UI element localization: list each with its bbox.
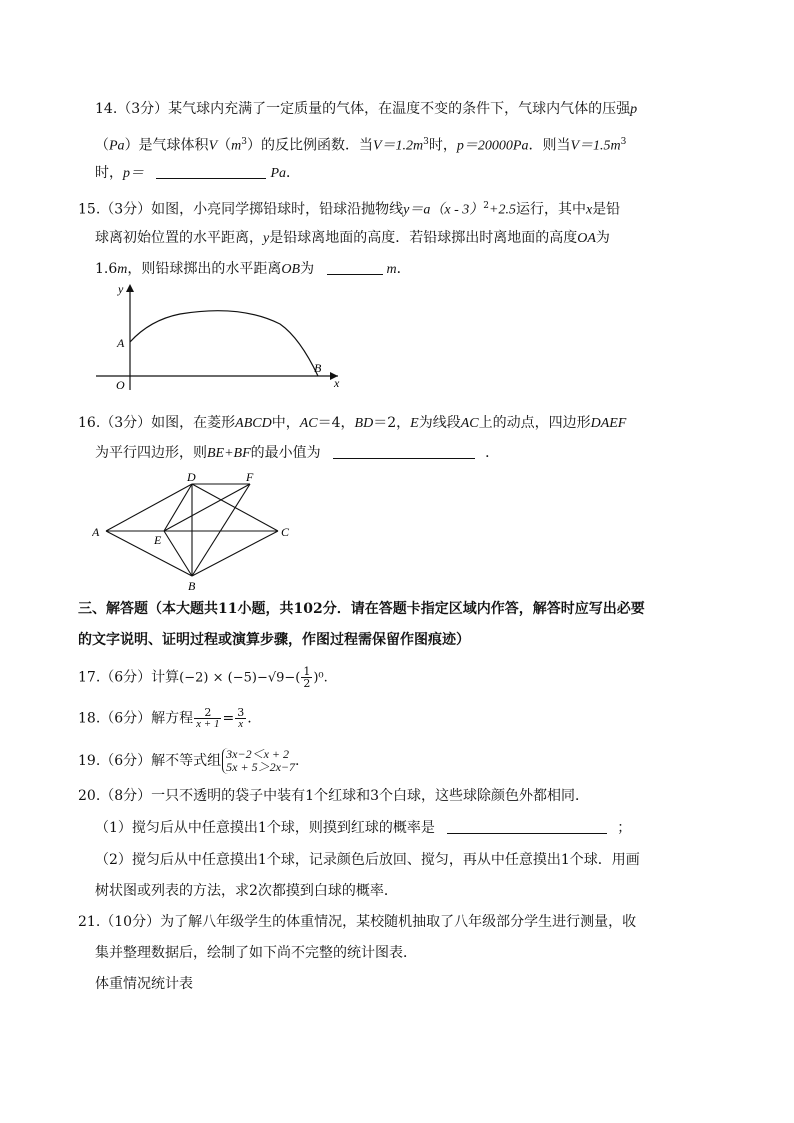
q18 (78, 707, 252, 730)
segment-ef (164, 484, 250, 531)
q20-part-2: （2）搅匀后从中任意摸出1个球，记录颜色后放回、搅匀，再从中任意摸出1个球．用画 (95, 852, 640, 868)
q15-answer-blank[interactable] (327, 260, 383, 275)
q19 (78, 748, 299, 774)
q16-answer-blank[interactable] (333, 444, 475, 459)
q15-text: 是铅球离地面的高度．若铅球掷出时离地面的高度 (269, 230, 578, 246)
q14-unit-pa: Pa (270, 166, 287, 181)
q15-var-x: x (585, 202, 593, 218)
q15-text: 是铅 (592, 201, 621, 218)
q18-num-left: 2 (194, 707, 221, 719)
q14-eq-v1: V＝1.2 (372, 138, 414, 154)
q21-line-1 (78, 912, 636, 932)
point-b-label: B (314, 361, 322, 375)
q16-line-2 (95, 443, 499, 464)
q15-text: 球离初始位置的水平距离， (95, 230, 263, 246)
q15-text: ，则铅球掷出的水平距离 (127, 261, 282, 277)
q16-value: ＝2， (373, 415, 411, 431)
q20-answer-blank[interactable] (447, 819, 607, 834)
q17-frac-num: 1 (303, 665, 311, 678)
q17-frac-den: 2 (303, 677, 311, 690)
q14-exp: 3 (423, 137, 429, 147)
q16-rhombus: ABCD (235, 416, 272, 431)
parabola-curve (130, 311, 318, 376)
q20-number: 20.（8分） (78, 788, 152, 804)
q14-var-p: p (630, 102, 638, 117)
q14-text: 时， (428, 137, 457, 154)
q15-formula: y＝a（x - 3） (403, 202, 484, 218)
section-3-heading-line-2: 的文字说明、证明过程或演算步骤，作图过程需保留作图痕迹） (78, 632, 470, 648)
q19-inequality-2: 5x + 5＞2x−7 (226, 760, 296, 774)
label-a: A (92, 525, 100, 539)
q19-end: . (295, 753, 300, 769)
q14-eq-p2: p＝ (123, 166, 144, 181)
q15-text: 运行，其中 (515, 201, 586, 218)
q16-seg-bd: BD (354, 416, 374, 431)
q14-exp: 3 (620, 137, 627, 147)
q14-unit-pa: Pa (109, 138, 125, 154)
q18-den-right: x (238, 718, 244, 730)
q15-text: 为 (300, 261, 315, 277)
q15-unit-m: m (386, 262, 397, 277)
q20-part-1-text: （1）搅匀后从中任意摸出1个球，则摸到红球的概率是 (95, 820, 435, 836)
q17-number: 17.（6分） (78, 669, 152, 686)
q16-tail: ． (485, 445, 500, 461)
q18-fraction-right (235, 707, 246, 730)
q16-text: 上的动点，四边形 (478, 415, 591, 431)
q18-den-left: x + 1 (196, 718, 220, 730)
side-ad (106, 484, 192, 531)
q14-text: ．则当 (528, 137, 571, 154)
q15-formula-tail: +2.5 (489, 202, 516, 218)
label-b: B (188, 579, 196, 592)
q21-text: 为了解八年级学生的体重情况，某校随机抽取了八年级部分学生进行测量，收 (160, 914, 637, 930)
q15-seg-oa: OA (577, 231, 596, 246)
label-e: E (154, 533, 162, 547)
q14-tail: ． (286, 165, 301, 181)
q16-text: 为平行四边形，则 (95, 445, 207, 461)
q18-num-right: 3 (237, 706, 245, 719)
q15-text: 如图，小亮同学掷铅球时，铅球沿抛物线 (151, 201, 404, 218)
q16-expr: BE+BF (207, 446, 251, 461)
q16-seg-ac: AC (299, 416, 318, 431)
origin-label: O (116, 378, 125, 392)
q14-line-3 (95, 163, 300, 184)
q14-unit-m: m (610, 138, 621, 154)
q15-tail: ． (396, 261, 411, 277)
q18-text: 解方程 (151, 710, 194, 727)
q21-number: 21.（10分） (78, 914, 161, 930)
q14-line-1 (95, 99, 637, 120)
label-c: C (281, 525, 290, 539)
q15-exp: 2 (483, 201, 489, 211)
q14-unit-m: m (231, 138, 242, 154)
q16-seg-ac: AC (460, 416, 479, 431)
q16-text: 的最小值为 (250, 445, 321, 461)
q20-text: 一只不透明的袋子中装有1个红球和3个白球，这些球除颜色外都相同． (151, 788, 589, 804)
q17 (78, 666, 328, 689)
q16-line-1 (78, 413, 626, 434)
q20-part-1-end: ； (617, 820, 632, 836)
q20-part-1 (95, 818, 631, 838)
segment-bf (192, 484, 250, 576)
q16-text: 为线段 (418, 415, 461, 431)
q15-parabola-figure (90, 280, 350, 395)
side-ba (106, 531, 192, 576)
q19-number: 19.（6分） (78, 753, 152, 769)
q15-line-3 (95, 259, 411, 280)
q15-seg-ob: OB (281, 262, 301, 277)
q21-table-caption: 体重情况统计表 (95, 976, 193, 992)
point-a-label: A (117, 336, 125, 350)
section-3-heading-line-1: 三、解答题（本大题共11小题，共102分．请在答题卡指定区域内作答，解答时应写出必要 (78, 601, 645, 617)
q20-part-2-cont: 树状图或列表的方法，求2次都摸到白球的概率． (95, 883, 398, 899)
q14-text: ）是气球体积 (124, 137, 209, 154)
label-f: F (246, 470, 254, 484)
q18-fraction-left (194, 707, 221, 730)
q14-answer-blank[interactable] (156, 164, 266, 179)
q14-eq-p1: p＝20000 (456, 138, 513, 154)
q16-text: 中， (271, 415, 300, 431)
q14-text: （ (217, 137, 232, 154)
q18-number: 18.（6分） (78, 710, 152, 727)
q16-value: ＝4， (317, 415, 355, 431)
q17-expr: (−2) × (−5)−√9−( (179, 670, 301, 686)
q14-unit-pa: Pa (512, 138, 529, 154)
q17-text: 计算 (151, 669, 180, 686)
q19-text: 解不等式组 (151, 753, 222, 769)
q16-number: 16.（3分） (78, 415, 152, 431)
q15-line-2 (95, 228, 610, 249)
q14-text: 某气球内充满了一定质量的气体，在温度不变的条件下，气球内气体的压强 (168, 101, 631, 117)
q20-line-1 (78, 786, 589, 806)
y-label: y (118, 282, 124, 296)
q21-line-2: 集并整理数据后，绘制了如下尚不完整的统计图表． (95, 945, 417, 961)
q15-text: 为 (595, 230, 610, 246)
q16-text: 如图，在菱形 (151, 415, 236, 431)
q14-text: 时， (95, 165, 123, 181)
q15-line-1 (78, 196, 620, 221)
q15-value: 1.6 (95, 261, 118, 277)
q14-unit-m: m (413, 138, 424, 154)
q19-inequality-1: 3x−2＜x + 2 (226, 747, 290, 761)
q19-system (222, 748, 295, 774)
y-axis-arrow-icon (126, 284, 134, 292)
x-label: x (334, 376, 340, 390)
side-cb (192, 531, 278, 576)
q18-end: . (247, 710, 252, 727)
q15-var-y: y (263, 231, 270, 246)
label-d: D (187, 470, 196, 484)
q16-parallelogram: DAEF (590, 416, 627, 431)
q14-var-v: V (208, 138, 218, 154)
q14-line-2 (95, 132, 626, 157)
q17-end: )⁰. (313, 670, 328, 686)
q14-number: 14.（3分） (95, 101, 169, 117)
q16-rhombus-figure (92, 470, 302, 592)
q15-unit-m: m (117, 262, 128, 277)
q18-equals: = (222, 710, 235, 727)
q14-text: ）的反比例函数．当 (246, 137, 373, 154)
q17-fraction (301, 666, 312, 689)
q16-point-e: E (410, 416, 419, 431)
q15-number: 15.（3分） (78, 201, 152, 218)
q14-eq-v2: V＝1.5 (570, 138, 611, 154)
q14-exp: 3 (241, 137, 247, 147)
q14-text: （ (95, 137, 109, 154)
